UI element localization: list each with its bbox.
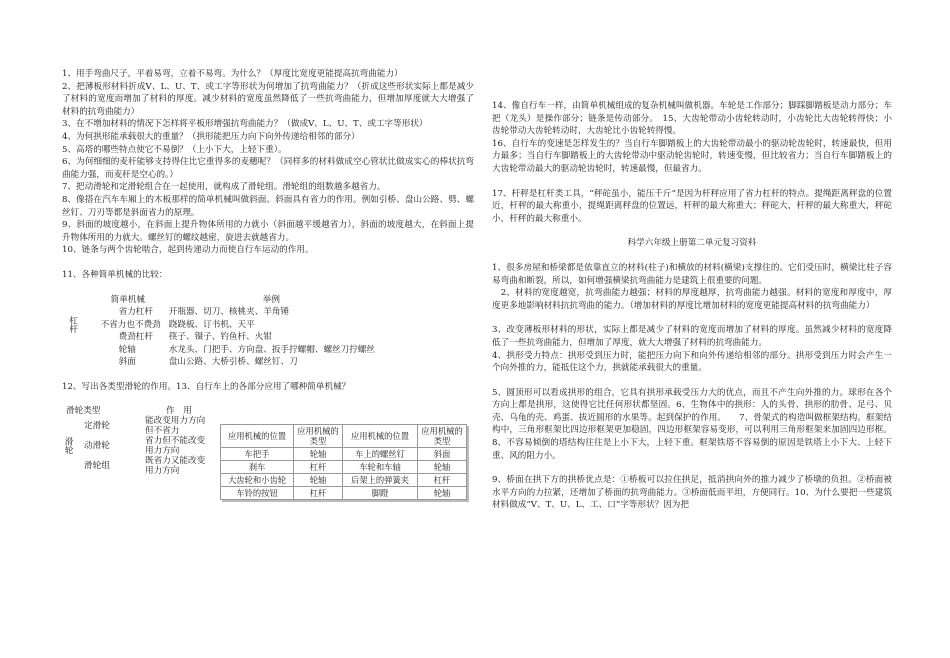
machine-example: 盘山公路、大桥引桥、螺丝钉、刀 <box>168 357 298 368</box>
section-title: 科学六年级上册第二单元复习资料 <box>627 238 757 249</box>
pulley-effect: 省力但不能改变用力方向 <box>145 435 206 456</box>
question-9: 9、斜面的坡度越小，在斜面上提升物体所用的力就小（斜面越平缓越省力），斜面的坡度越大，在斜面上提升物体所用的力就大。螺丝钉的螺纹越密，旋进去就越省力。 <box>62 220 474 243</box>
col-header-effect: 作 用 <box>166 405 192 416</box>
table-row <box>64 356 377 369</box>
machine-type: 省力杠杆 <box>118 307 153 318</box>
question-6: 6、为何细细的麦秆能够支持得住比它重得多的麦穗呢？（同样多的材料做成空心管状比做成实心的棒状抗弯曲能力强，而麦秆是空心的。） <box>62 157 474 180</box>
paragraph-16: 16、自行车的变速是怎样发生的？当自行车脚踏板上的大齿轮带动最小的驱动轮齿轮时，转速最快，但用力最多；当自行车脚踏板上的大齿轮带动中驱动轮齿轮时，转速变慢，但比较省力；当自行车脚踏板上的大齿轮带动最大的驱动轮齿轮时，转速最慢，但最省力。 <box>492 138 892 174</box>
machine-type: 轮轴 <box>118 344 136 355</box>
col-header-machine: 简单机械 <box>110 294 145 305</box>
table-cell: 杠杆 <box>418 473 467 486</box>
table-row <box>64 319 377 332</box>
col-header-pulley-type: 滑轮类型 <box>66 405 101 416</box>
col-header: 应用机械的位置 <box>343 424 418 447</box>
col-header: 应用机械的类型 <box>294 424 343 447</box>
pulley-type: 动滑轮 <box>84 440 110 451</box>
pulley-effect: 能改变用力方向但不省力 <box>145 415 206 436</box>
table-row <box>62 436 212 456</box>
question-4: 4、为何拱形能承载很大的重量？（拱形能把压力向下向外传递给相邻的部分） <box>62 131 360 142</box>
question-3: 3、在不增加材料的情况下怎样将平板形增强抗弯曲能力？（做成V、L、U、T、或工字等形状） <box>62 119 428 130</box>
table-row <box>62 416 212 436</box>
machine-example: 筷子、镊子、钓鱼杆、火钳 <box>168 332 272 343</box>
paragraph-14-15: 14、像自行车一样，由简单机械组成的复杂机械叫做机器。车轮是工作部分；脚踩脚踏板是动力部分；车把（龙头）是操作部分；链条是传动部分。 15、大齿轮带动小齿轮转动时，小齿轮比大齿轮转得快；小齿轮带动大齿轮转动时，大齿轮比小齿轮转得慢。 <box>492 101 892 137</box>
table-cell: 轮轴 <box>418 460 467 473</box>
question-5: 5、高塔的哪些特点使它不易倒？（上小下大，上轻下重）。 <box>62 144 287 155</box>
table-cell: 大齿轮和小齿轮 <box>221 473 294 486</box>
table-cell: 斜面 <box>418 447 467 460</box>
table-cell: 车铃的按钮 <box>221 486 294 499</box>
col-header: 应用机械的位置 <box>221 424 294 447</box>
review-item-2: 2、材料的宽度越宽，抗弯曲能力越强；材料的厚度越厚，抗弯曲能力越强。材料的宽度和厚度中，厚度更多地影响材料抗抗弯曲的能力。（增加材料的厚度比增加材料的宽度更能提高材料的抗弯曲能力） <box>492 288 892 311</box>
pulley-table <box>62 406 212 476</box>
tables-area <box>62 406 474 516</box>
table-header-row <box>62 406 212 416</box>
col-header: 应用机械的类型 <box>418 424 467 447</box>
left-column <box>62 68 474 516</box>
pulley-effect: 既省力又能改变用力方向 <box>145 455 206 476</box>
table-cell: 车轮和车轴 <box>343 460 418 473</box>
review-item-3: 3、改变薄板形材料的形状，实际上都是减少了材料的宽度而增加了材料的厚度。虽然减少材料的宽度降低了一些抗弯曲能力，但增加了厚度，就大大增强了材料的抗弯曲能力。 <box>492 325 892 348</box>
paragraph-17: 17、杆秤是杠杆类工具，“秤砣虽小，能压千斤”是因为杆秤应用了省力杠杆的特点。提绳距离秤盘的位置近，杆秤的最大称重小，提绳距离秤盘的位置远，杆秤的最大称重大；秤砣大，杆秤的最大称重大，秤砣小，杆秤的最大称重小。 <box>492 188 892 224</box>
review-item-4: 4、拱形受力特点：拱形受到压力时，能把压力向下和向外传递给相邻的部分。拱形受到压力时会产生一个向外推的力，能抵住这个力，拱就能承载很大的重量。 <box>492 350 892 374</box>
table-cell: 杠杆 <box>294 460 343 473</box>
table-cell: 脚蹬 <box>343 486 418 499</box>
machine-type: 费劲杠杆 <box>118 332 153 343</box>
machine-example: 水龙头、门把手、方向盘、扳手拧螺帽、螺丝刀拧螺丝 <box>168 344 376 355</box>
machine-type: 斜面 <box>118 357 136 368</box>
pulley-type: 定滑轮 <box>84 420 110 431</box>
question-7: 7、把动滑轮和定滑轮组合在一起使用，就构成了滑轮组。滑轮组的组数越多越省力。 <box>62 182 386 193</box>
question-10: 10、链条与两个齿轮啮合，起到传递动力而使自行车运动的作用。 <box>62 245 314 256</box>
table-row <box>64 306 377 319</box>
table-row <box>221 486 467 499</box>
question-11: 11、各种简单机械的比较： <box>62 269 168 280</box>
pulley-group-label: 滑轮 <box>63 437 73 455</box>
table-row <box>64 344 377 357</box>
right-column <box>492 100 892 512</box>
table-row <box>64 331 377 344</box>
question-2: 2、把薄板形材料折成V、L、U、T、或工字等形状为何增加了抗弯曲能力？（折成这些形状实际上都是减少了材料的宽度而增加了材料的厚度。减少材料的宽度虽然降低了一些抗弯曲能力，但增加厚度就大大增强了材料的抗弯曲能力） <box>62 81 474 117</box>
table-row <box>221 460 467 473</box>
machine-example: 开瓶器、切刀、核桃夹、羊角锤 <box>168 307 290 318</box>
review-item-1: 1、很多房屋和桥梁都是依靠直立的材料(柱子)和横放的材料(横梁)支撑住的。它们受压时，横梁比柱子容易弯曲和断裂，所以，如何增强横梁抗弯曲能力是建筑上很重要的问题。 <box>492 262 892 286</box>
table-cell: 轮轴 <box>294 473 343 486</box>
table-cell: 轮轴 <box>418 486 467 499</box>
lever-group-label: 杠杆 <box>67 316 78 334</box>
review-item-5-8: 5、圆顶形可以看成拱形的组合，它具有拱形承载受压力大的优点，而且不产生向外推的力。球形在各个方向上都是拱形，这使得它比任何形状都坚固。6、生物体中的拱形：人的头骨、拱形的肋骨、足弓、贝壳、乌龟的壳、鸡蛋、拔近圆形的水果等。起到保护的作用。 7、骨架式的构造叫做框架结构。框架结构中，三角形框架比四边形框架更加稳固，四边形框架容易变形，可以利用三角形框架来加固四边形框。8、不容易倾倒的塔结构往往是上小下大，上轻下重。框架铁塔不容易倒的原因是铁塔上小下大、上轻下重、风的阻力小。 <box>492 387 892 461</box>
table-cell: 车上的螺丝钉 <box>343 447 418 460</box>
table-row <box>221 447 467 460</box>
table-row <box>221 473 467 486</box>
machine-example: 跷跷板、订书机、天平 <box>168 319 255 330</box>
table-header-row <box>221 424 467 447</box>
question-8: 8、像搭在汽车车厢上的木板那样的简单机械叫做斜面。斜面具有省力的作用。例如引桥、盘山公路、劈、螺丝钉、刀刃等都是斜面省力的原理。 <box>62 194 474 218</box>
table-cell: 杠杆 <box>294 486 343 499</box>
table-cell: 轮轴 <box>294 447 343 460</box>
table-header-row <box>64 294 377 307</box>
table-cell: 后架上的弹簧夹 <box>343 473 418 486</box>
pulley-type: 滑轮组 <box>84 460 110 471</box>
table-cell: 刹车 <box>221 460 294 473</box>
table-row <box>62 456 212 476</box>
simple-machines-table <box>64 294 377 370</box>
machine-type: 不省力也不费劲 <box>100 319 161 330</box>
bicycle-machines-table <box>220 424 467 500</box>
question-12-13: 12、写出各类型滑轮的作用。13、自行车上的各部分应用了哪种简单机械？ <box>62 382 351 393</box>
question-1: 1、用手弯曲尺子，平着易弯，立着不易弯。为什么？（厚度比宽度更能提高抗弯曲能力） <box>62 69 403 79</box>
col-header-example: 举例 <box>262 294 280 305</box>
review-item-9-10: 9、桥面在拱下方的拱桥优点是：①桥板可以拉住拱足，抵消拱向外的推力减少了桥墩的负担。②桥面被水平方向的力拉紧，还增加了桥面的抗弯曲能力。③桥面低而平坦，方便同行。10、为什么要把一些建筑材料做成“V、T、U、L、工、口”字等形状？因为把 <box>492 475 892 511</box>
table-cell: 车把手 <box>221 447 294 460</box>
